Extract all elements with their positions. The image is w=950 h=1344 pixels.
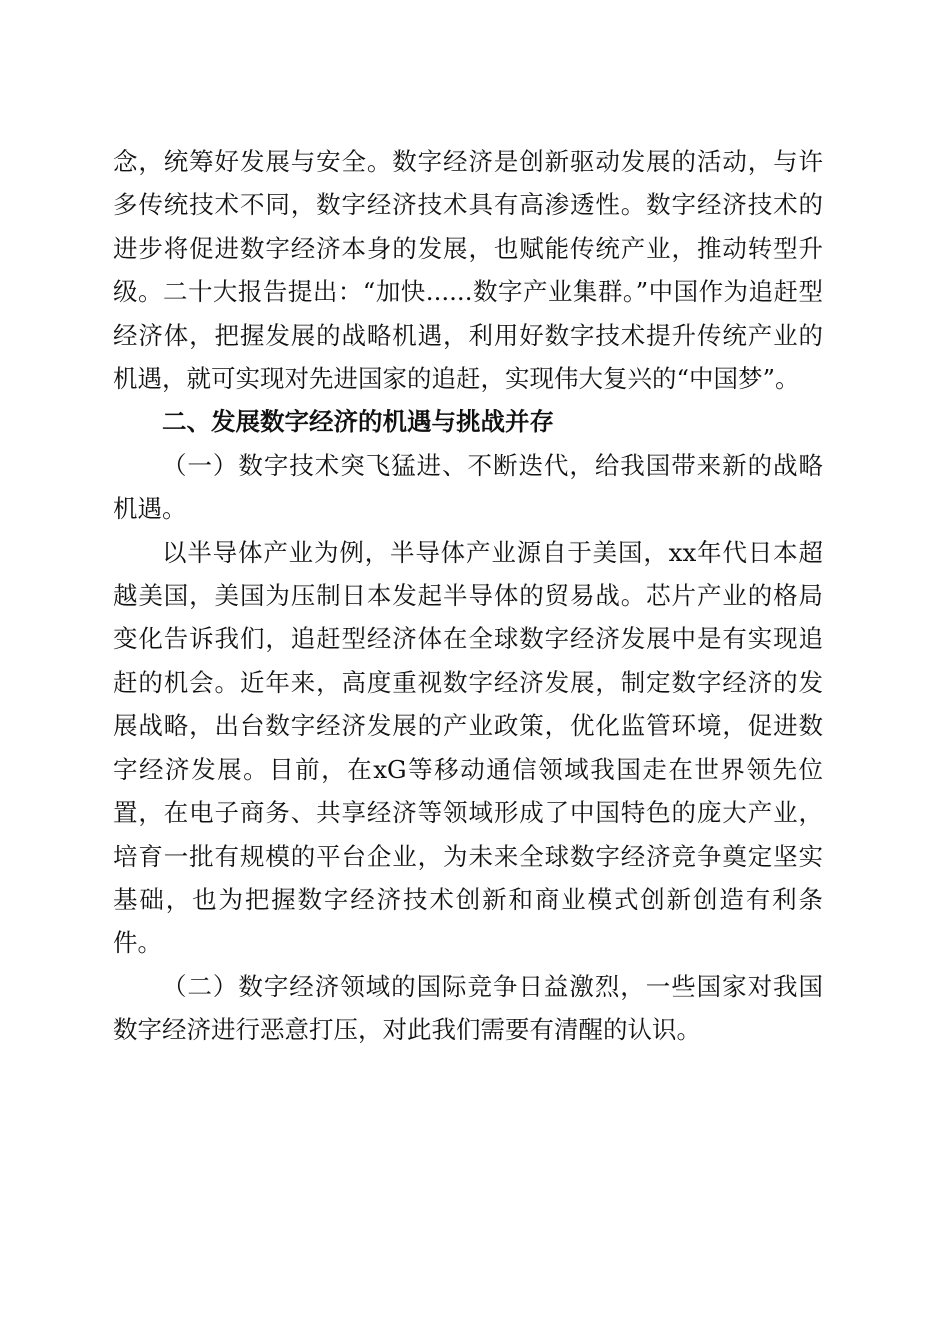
section-heading: 二、发展数字经济的机遇与挑战并存 [162,407,554,437]
document-body [113,140,823,1052]
paragraph-continued: 念，统筹好发展与安全。数字经济是创新驱动发展的活动，与许多传统技术不同，数字经济技术具有高渗透性。数字经济技术的进步将促进数字经济本身的发展，也赋能传统产业，推动转型升级。二十大报告提出：“加快......数字产业集群。”中国作为追赶型经济体，把握发展的战略机遇，利用好数字技术提升传统产业的机遇，就可实现对先进国家的追赶，实现伟大复兴的“中国梦”。 [113,147,823,394]
paragraph-semiconductor-example: 以半导体产业为例，半导体产业源自于美国，xx年代日本超越美国，美国为压制日本发起半导体的贸易战。芯片产业的格局变化告诉我们，追赶型经济体在全球数字经济发展中是有实现追赶的机会。近年来，高度重视数字经济发展，制定数字经济的发展战略，出台数字经济发展的产业政策，优化监管环境，促进数字经济发展。目前，在xG等移动通信领域我国走在世界领先位置，在电子商务、共享经济等领域形成了中国特色的庞大产业，培育一批有规模的平台企业，为未来全球数字经济竞争奠定坚实基础，也为把握数字经济技术创新和商业模式创新创造有利条件。 [113,537,823,958]
subheading-competition: （二）数字经济领域的国际竞争日益激烈，一些国家对我国数字经济进行恶意打压，对此我们需要有清醒的认识。 [113,971,823,1045]
subheading-opportunity: （一）数字技术突飞猛进、不断迭代，给我国带来新的战略机遇。 [113,450,823,524]
